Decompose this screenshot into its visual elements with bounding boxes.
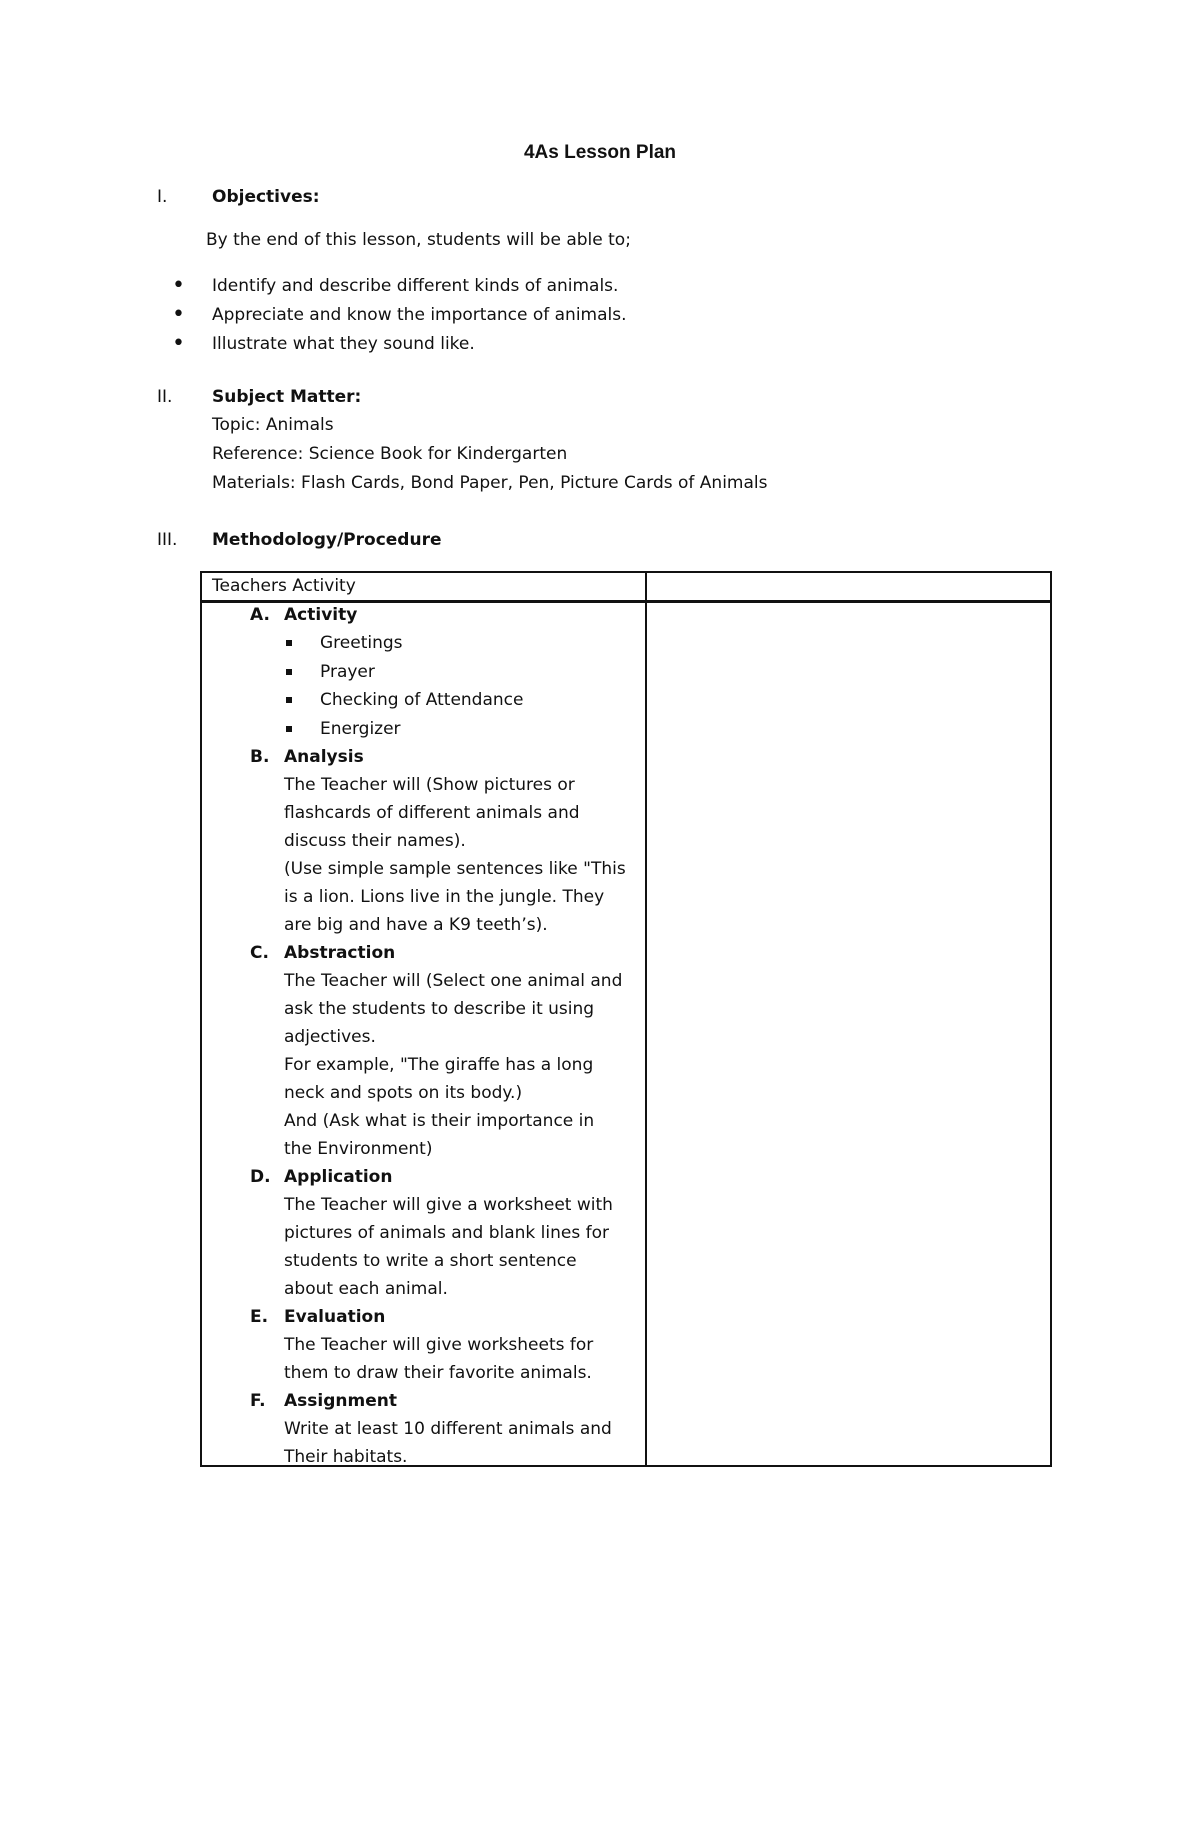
- activity-item: Prayer: [284, 658, 635, 687]
- subject-matter-lines: [212, 411, 767, 498]
- procedure-step-heading: [250, 1303, 635, 1331]
- subject-matter-numeral: II.: [157, 387, 173, 407]
- procedure-step-title: Abstraction: [284, 943, 396, 963]
- activity-item: Energizer: [284, 715, 635, 744]
- objective-item: • Appreciate and know the importance of animals.: [172, 301, 627, 330]
- procedure-step-letter: F.: [250, 1391, 266, 1411]
- procedure-step-line: The Teacher will (Show pictures or: [284, 775, 575, 795]
- methodology-heading: Methodology/Procedure: [212, 530, 442, 550]
- objectives-numeral: I.: [157, 187, 168, 207]
- table-column-divider: [645, 573, 647, 1465]
- procedure-step: [250, 601, 635, 743]
- objective-item: • Identify and describe different kinds of animals.: [172, 272, 627, 301]
- procedure-step-line: Their habitats.: [284, 1447, 408, 1467]
- procedure-step-title: Evaluation: [284, 1307, 386, 1327]
- procedure-step-letter: C.: [250, 943, 269, 963]
- procedure-step-line: ask the students to describe it using: [284, 999, 595, 1019]
- procedure-step-text: [250, 1331, 635, 1387]
- procedure-step-heading: [250, 939, 635, 967]
- activity-item: Greetings: [284, 629, 635, 658]
- subject-materials: Materials: Flash Cards, Bond Paper, Pen, Picture Cards of Animals: [212, 473, 768, 493]
- procedure-step: [250, 743, 635, 939]
- activity-list: [250, 629, 635, 743]
- procedure-step-text: [250, 967, 635, 1163]
- procedure-step-letter: E.: [250, 1307, 269, 1327]
- procedure-step-title: Analysis: [284, 747, 364, 767]
- procedure-step-line: For example, "The giraffe has a long: [284, 1055, 594, 1075]
- procedure-steps: [250, 601, 635, 1471]
- procedure-step-text: [250, 1191, 635, 1303]
- objective-item: • Illustrate what they sound like.: [172, 330, 627, 359]
- procedure-step-heading: [250, 743, 635, 771]
- procedure-step: [250, 1387, 635, 1471]
- procedure-step-title: Assignment: [284, 1391, 397, 1411]
- procedure-step-heading: [250, 601, 635, 629]
- subject-reference: Reference: Science Book for Kindergarten: [212, 444, 568, 464]
- procedure-step: [250, 1163, 635, 1303]
- procedure-step-line: The Teacher will give a worksheet with: [284, 1195, 613, 1215]
- objectives-heading: Objectives:: [212, 187, 320, 207]
- procedure-step-letter: B.: [250, 747, 270, 767]
- procedure-step-line: Write at least 10 different animals and: [284, 1419, 612, 1439]
- procedure-step-text: [250, 771, 635, 939]
- procedure-step-line: adjectives.: [284, 1027, 376, 1047]
- procedure-step-line: students to write a short sentence: [284, 1251, 577, 1271]
- procedure-step-line: flashcards of different animals and: [284, 803, 580, 823]
- procedure-table: [200, 571, 1052, 1467]
- procedure-step-line: And (Ask what is their importance in: [284, 1111, 595, 1131]
- document-title: 4As Lesson Plan: [523, 142, 677, 163]
- procedure-step-line: is a lion. Lions live in the jungle. They: [284, 887, 605, 907]
- objectives-list: [172, 272, 627, 359]
- procedure-step-letter: A.: [250, 605, 270, 625]
- procedure-step-line: about each animal.: [284, 1279, 448, 1299]
- procedure-step-line: the Environment): [284, 1139, 433, 1159]
- subject-topic: Topic: Animals: [212, 415, 334, 435]
- procedure-step: [250, 1303, 635, 1387]
- procedure-step-heading: [250, 1163, 635, 1191]
- objectives-intro: By the end of this lesson, students will be able to;: [206, 230, 631, 250]
- procedure-step-line: are big and have a K9 teeth’s).: [284, 915, 548, 935]
- procedure-step-heading: [250, 1387, 635, 1415]
- subject-matter-heading: Subject Matter:: [212, 387, 362, 407]
- procedure-step: [250, 939, 635, 1163]
- activity-item: Checking of Attendance: [284, 686, 635, 715]
- procedure-step-line: discuss their names).: [284, 831, 466, 851]
- procedure-step-letter: D.: [250, 1167, 271, 1187]
- procedure-step-line: pictures of animals and blank lines for: [284, 1223, 609, 1243]
- procedure-step-line: them to draw their favorite animals.: [284, 1363, 592, 1383]
- procedure-step-line: neck and spots on its body.): [284, 1083, 523, 1103]
- procedure-step-line: (Use simple sample sentences like "This: [284, 859, 626, 879]
- procedure-step-title: Activity: [284, 605, 358, 625]
- table-header-teachers-activity: Teachers Activity: [212, 576, 356, 596]
- procedure-step-text: [250, 1415, 635, 1471]
- methodology-numeral: III.: [157, 530, 178, 550]
- procedure-step-line: The Teacher will (Select one animal and: [284, 971, 623, 991]
- procedure-step-line: The Teacher will give worksheets for: [284, 1335, 594, 1355]
- procedure-step-title: Application: [284, 1167, 393, 1187]
